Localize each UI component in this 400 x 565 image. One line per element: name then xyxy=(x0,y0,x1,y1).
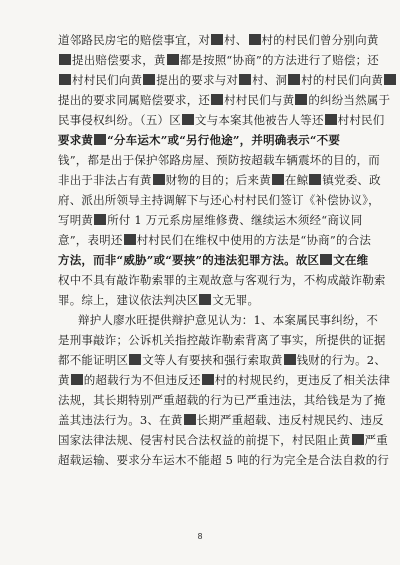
redaction-mark xyxy=(320,254,332,265)
redaction-mark xyxy=(295,94,307,105)
redaction-mark xyxy=(129,354,141,365)
redaction-mark xyxy=(71,374,83,385)
redaction-mark xyxy=(284,354,296,365)
text-line: 钱”，都是出于保护邻路房屋、预防按超载车辆震坏的目的，而 xyxy=(58,153,380,167)
page-number: 8 xyxy=(197,532,203,541)
text-line: 村村民们向黄 提出的要求与对 村、洞 村的村民们向黄 xyxy=(58,70,352,90)
text-line: 要求黄 “分车运木”或“另行他途”，并明确表示“不要 xyxy=(58,133,341,147)
redaction-mark xyxy=(182,114,194,125)
redaction-mark xyxy=(143,74,155,85)
redaction-mark xyxy=(211,34,223,45)
redaction-mark xyxy=(211,94,223,105)
text-line: 府、派出所领导主持调解下与还心村村民们签订《补偿协议》， xyxy=(58,193,380,207)
text-line: 提出赔偿要求，黄 都是按照“协商”的方法进行了赔偿；还 xyxy=(58,50,352,70)
redaction-mark xyxy=(184,414,196,425)
text-line: 盖其违法行为。3、在黄 长期严重超载、违反村规民约、违反 xyxy=(58,413,384,427)
redaction-mark xyxy=(94,134,106,145)
redaction-mark xyxy=(153,174,165,185)
redaction-mark xyxy=(249,34,261,45)
redaction-mark xyxy=(199,294,211,305)
text-line: 黄 的超载行为不但违反还 村的村规民约，更违反了相关法律 xyxy=(58,373,391,387)
text-line: 罪。综上，建议依法判决区 文无罪。 xyxy=(58,293,260,307)
text-line: 国家法律法规、侵害村民合法权益的前提下，村民阻止黄 严重 xyxy=(58,433,388,447)
text-line: 超载运输、要求分车运木不能超 5 吨的行为完全是合法自救的行 xyxy=(58,453,390,467)
text-line: 是刑事敲诈；公诉机关指控敲诈勒索背离了事实，所提供的证据 xyxy=(58,333,386,347)
redaction-mark xyxy=(94,214,106,225)
text-line: 法规，其长期特别严重超载的行为已严重违法，其给钱是为了掩 xyxy=(58,393,386,407)
redaction-mark xyxy=(239,74,251,85)
redaction-mark xyxy=(384,74,396,85)
text-line: 非出于非法占有黄 财物的目的；后来黄 在鲸 镇党委、政 xyxy=(58,173,381,187)
redaction-mark xyxy=(202,374,214,385)
redaction-mark xyxy=(59,54,71,65)
text-line: 方法，而非“威胁”或“要挟”的违法犯罪方法。故区 文在维 xyxy=(58,253,369,267)
redaction-mark xyxy=(352,434,364,445)
text-line: 辩护人廖水旺提供辩护意见认为：1、本案属民事纠纷，不 xyxy=(78,313,379,327)
text-line: 写明黄 所付 1 万元系房屋维修费、继续运木须经“商议同 xyxy=(58,213,363,227)
text-line: 意”，表明还 村村民们在维权中使用的方法是“协商”的合法 xyxy=(58,233,372,247)
redaction-mark xyxy=(124,234,136,245)
text-line: 提出的要求同属赔偿要求，还 村村民们与黄 的纠纷当然属于 xyxy=(58,93,391,107)
text-line: 都不能证明区 文等人有要挟和强行索取黄 钱财的行为。2、 xyxy=(58,353,387,367)
redaction-mark xyxy=(59,74,71,85)
redaction-mark xyxy=(288,74,300,85)
text-line: 民事侵权纠纷。（五）区 文与本案其他被告人等还 村村民们 xyxy=(58,113,385,127)
redaction-mark xyxy=(167,54,179,65)
redaction-mark xyxy=(309,174,321,185)
redaction-mark xyxy=(325,114,337,125)
text-line: 权中不具有敲诈勒索罪的主观故意与客观行为，不构成敲诈勒索 xyxy=(58,273,386,287)
redaction-mark xyxy=(272,174,284,185)
document-body xyxy=(58,30,391,470)
text-line: 道邻路民房宅的赔偿事宜，对 村、 村的村民们曾分别向黄 xyxy=(58,33,379,47)
